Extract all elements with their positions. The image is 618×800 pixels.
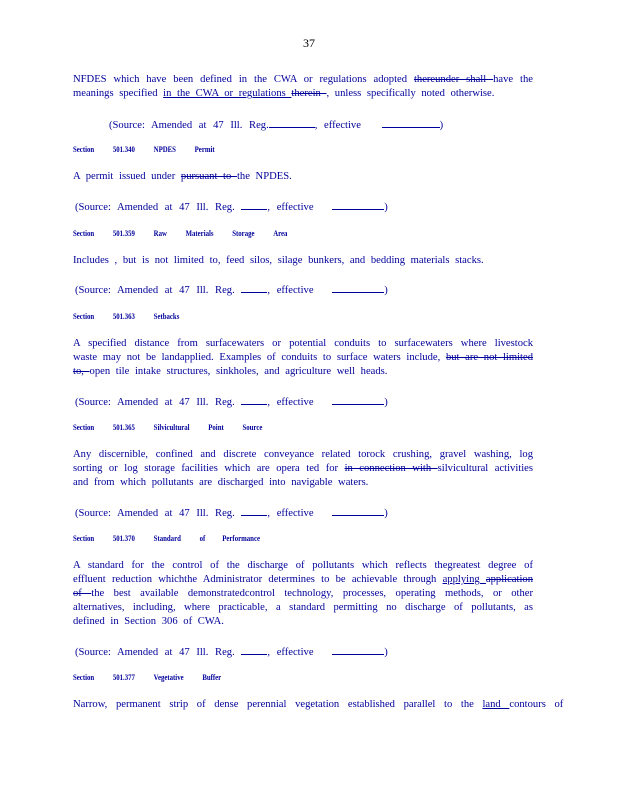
- deleted-text: in connection with: [344, 463, 438, 474]
- source-note: (Source: Amended at 47 Ill. Reg. , effective ): [75, 643, 388, 660]
- paragraph-setbacks: A specified distance from surfacewaters or potential conduits to surfacewaters where livestock waste may not be landapplied. Examples of conduits to surface waters include, but are not limited to, open tile intake structures, sinkholes, and agriculture well heads.: [73, 338, 533, 377]
- paragraph-nfdes-definition: [73, 73, 533, 101]
- text: have the meanings specified: [73, 74, 533, 99]
- section-heading: Section 501.363 Setbacks: [73, 312, 180, 321]
- section-heading: Section 501.370 Standard of Performance: [73, 534, 260, 543]
- deleted-text: application of: [73, 574, 533, 599]
- inserted-text: applying: [442, 574, 486, 585]
- inserted-text: land: [482, 699, 510, 710]
- paragraph-raw-materials: Includes , but is not limited to, feed silos, silage bunkers, and bedding materials stacks.: [73, 255, 484, 266]
- text: NFDES which have been defined in the CWA or regulations adopted: [73, 74, 414, 85]
- inserted-text: in the CWA or regulations: [163, 88, 292, 99]
- paragraph-silvicultural: Any discernible, confined and discrete conveyance related torock crushing, gravel washing, log sorting or log storage facilities which are opera ted for in connection with silvicultural activities and from which pollutants are discharged into navigable waters.: [73, 449, 533, 488]
- blank-line: [382, 116, 440, 128]
- paragraph-standard-of-performance: A standard for the control of the discharge of pollutants which reflects thegreatest degree of effluent reduction whichthe Administrator determines to be achievable through applying application of the best available demonstratedcontrol technology, processes, operating methods, or other alternatives, including, where practicable, a standard permitting no discharge of pollutants, as defined in Section 306 of CWA.: [73, 560, 533, 627]
- deleted-text: therein: [291, 88, 327, 99]
- deleted-text: pursuant to: [180, 171, 237, 182]
- source-note: (Source: Amended at 47 Ill. Reg. , effective ): [75, 281, 388, 298]
- blank-line: [269, 116, 315, 128]
- text: , unless specifically noted otherwise.: [326, 88, 495, 99]
- source-note: (Source: Amended at 47 Ill. Reg. , effective ): [75, 198, 388, 215]
- source-note: (Source: Amended at 47 Ill. Reg. , effective ): [75, 393, 388, 410]
- section-heading: Section 501.377 Vegetative Buffer: [73, 673, 222, 682]
- section-heading: Section 501.340 NPDES Permit: [73, 145, 215, 154]
- paragraph-vegetative-buffer: Narrow, permanent strip of dense perennial vegetation established parallel to the land contours of: [73, 699, 564, 710]
- section-heading: Section 501.359 Raw Materials Storage Area: [73, 229, 288, 238]
- deleted-text: thereunder shall: [413, 74, 494, 85]
- page-number: 37: [303, 36, 315, 50]
- source-note: (Source: Amended at 47 Ill. Reg. , effective ): [109, 116, 443, 133]
- source-note: (Source: Amended at 47 Ill. Reg. , effective ): [75, 504, 388, 521]
- deleted-text: but are not limited to,: [73, 352, 533, 377]
- paragraph-npdes-permit: A permit issued under pursuant to the NPDES.: [73, 171, 292, 182]
- section-heading: Section 501.365 Silvicultural Point Source: [73, 423, 263, 432]
